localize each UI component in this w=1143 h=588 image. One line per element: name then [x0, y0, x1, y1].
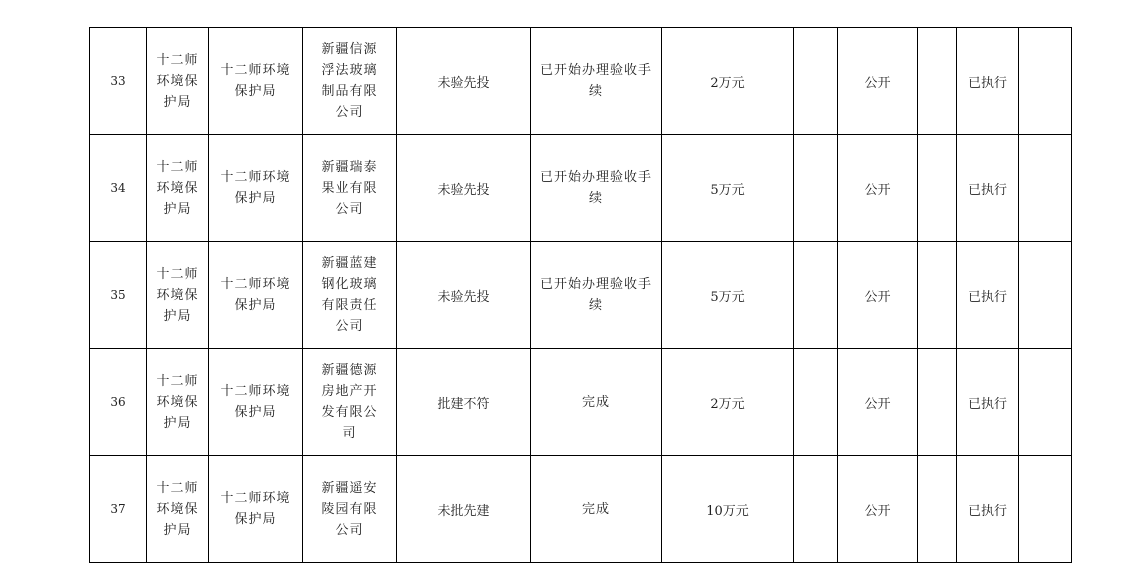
- enforcer-cell: [209, 456, 303, 563]
- empty-cell: [1019, 349, 1072, 456]
- empty-cell: [918, 456, 957, 563]
- company-cell: [303, 456, 397, 563]
- penalty-cell: 10万元: [662, 456, 794, 563]
- department-cell: [147, 349, 209, 456]
- empty-cell: [794, 28, 838, 135]
- empty-cell: [1019, 456, 1072, 563]
- department-cell: [147, 242, 209, 349]
- empty-cell: [1019, 135, 1072, 242]
- status-cell: 已执行: [957, 28, 1019, 135]
- row-number: 34: [90, 135, 147, 242]
- status-cell: 已执行: [957, 349, 1019, 456]
- rectification-cell: [531, 349, 662, 456]
- empty-cell: [794, 135, 838, 242]
- enforcer-text: 十二师环境保护局: [220, 384, 291, 420]
- department-text: 十二师环境保护局: [156, 373, 199, 431]
- penalty-cell: 5万元: [662, 242, 794, 349]
- enforcer-text: 十二师环境保护局: [220, 277, 291, 313]
- row-number: 33: [90, 28, 147, 135]
- status-cell: 已执行: [957, 135, 1019, 242]
- company-text: 新疆信源浮法玻璃制品有限公司: [321, 42, 378, 120]
- empty-cell: [918, 135, 957, 242]
- company-cell: [303, 28, 397, 135]
- company-cell: [303, 135, 397, 242]
- department-cell: [147, 135, 209, 242]
- department-cell: [147, 456, 209, 563]
- table-row: [90, 242, 1072, 349]
- empty-cell: [918, 28, 957, 135]
- department-text: 十二师环境保护局: [156, 480, 199, 538]
- enforcer-cell: [209, 28, 303, 135]
- department-text: 十二师环境保护局: [156, 266, 199, 324]
- enforcer-cell: [209, 242, 303, 349]
- table-row: [90, 456, 1072, 563]
- department-text: 十二师环境保护局: [156, 159, 199, 217]
- enforcer-cell: [209, 349, 303, 456]
- violation-cell: 未验先投: [397, 135, 531, 242]
- company-cell: [303, 242, 397, 349]
- violation-cell: 未验先投: [397, 242, 531, 349]
- enforcer-cell: [209, 135, 303, 242]
- table-row: [90, 349, 1072, 456]
- company-cell: [303, 349, 397, 456]
- empty-cell: [918, 242, 957, 349]
- records-body: [90, 28, 1072, 563]
- penalty-cell: 2万元: [662, 28, 794, 135]
- empty-cell: [794, 242, 838, 349]
- company-text: 新疆遥安陵园有限公司: [321, 480, 378, 538]
- department-text: 十二师环境保护局: [156, 52, 199, 110]
- empty-cell: [794, 349, 838, 456]
- table-row: [90, 135, 1072, 242]
- records-table: [89, 27, 1072, 563]
- disclosure-cell: 公开: [838, 135, 918, 242]
- department-cell: [147, 28, 209, 135]
- disclosure-cell: 公开: [838, 349, 918, 456]
- rectification-cell: [531, 456, 662, 563]
- empty-cell: [918, 349, 957, 456]
- enforcer-text: 十二师环境保护局: [220, 63, 291, 99]
- rectification-cell: [531, 135, 662, 242]
- row-number: 35: [90, 242, 147, 349]
- empty-cell: [794, 456, 838, 563]
- rectification-cell: [531, 28, 662, 135]
- violation-cell: 未批先建: [397, 456, 531, 563]
- row-number: 36: [90, 349, 147, 456]
- disclosure-cell: 公开: [838, 456, 918, 563]
- table-row: [90, 28, 1072, 135]
- company-text: 新疆德源房地产开发有限公司: [321, 363, 378, 441]
- empty-cell: [1019, 28, 1072, 135]
- rectification-text: 完成: [581, 394, 610, 410]
- empty-cell: [1019, 242, 1072, 349]
- disclosure-cell: 公开: [838, 28, 918, 135]
- company-text: 新疆蓝建钢化玻璃有限责任公司: [321, 256, 378, 334]
- enforcer-text: 十二师环境保护局: [220, 491, 291, 527]
- penalty-cell: 2万元: [662, 349, 794, 456]
- rectification-text: 完成: [581, 501, 610, 517]
- enforcer-text: 十二师环境保护局: [220, 170, 291, 206]
- violation-cell: 未验先投: [397, 28, 531, 135]
- disclosure-cell: 公开: [838, 242, 918, 349]
- violation-cell: 批建不符: [397, 349, 531, 456]
- status-cell: 已执行: [957, 456, 1019, 563]
- rectification-text: 已开始办理验收手续: [539, 277, 652, 313]
- company-text: 新疆瑞泰果业有限公司: [321, 159, 378, 217]
- rectification-text: 已开始办理验收手续: [539, 63, 652, 99]
- penalty-cell: 5万元: [662, 135, 794, 242]
- rectification-text: 已开始办理验收手续: [539, 170, 652, 206]
- row-number: 37: [90, 456, 147, 563]
- rectification-cell: [531, 242, 662, 349]
- status-cell: 已执行: [957, 242, 1019, 349]
